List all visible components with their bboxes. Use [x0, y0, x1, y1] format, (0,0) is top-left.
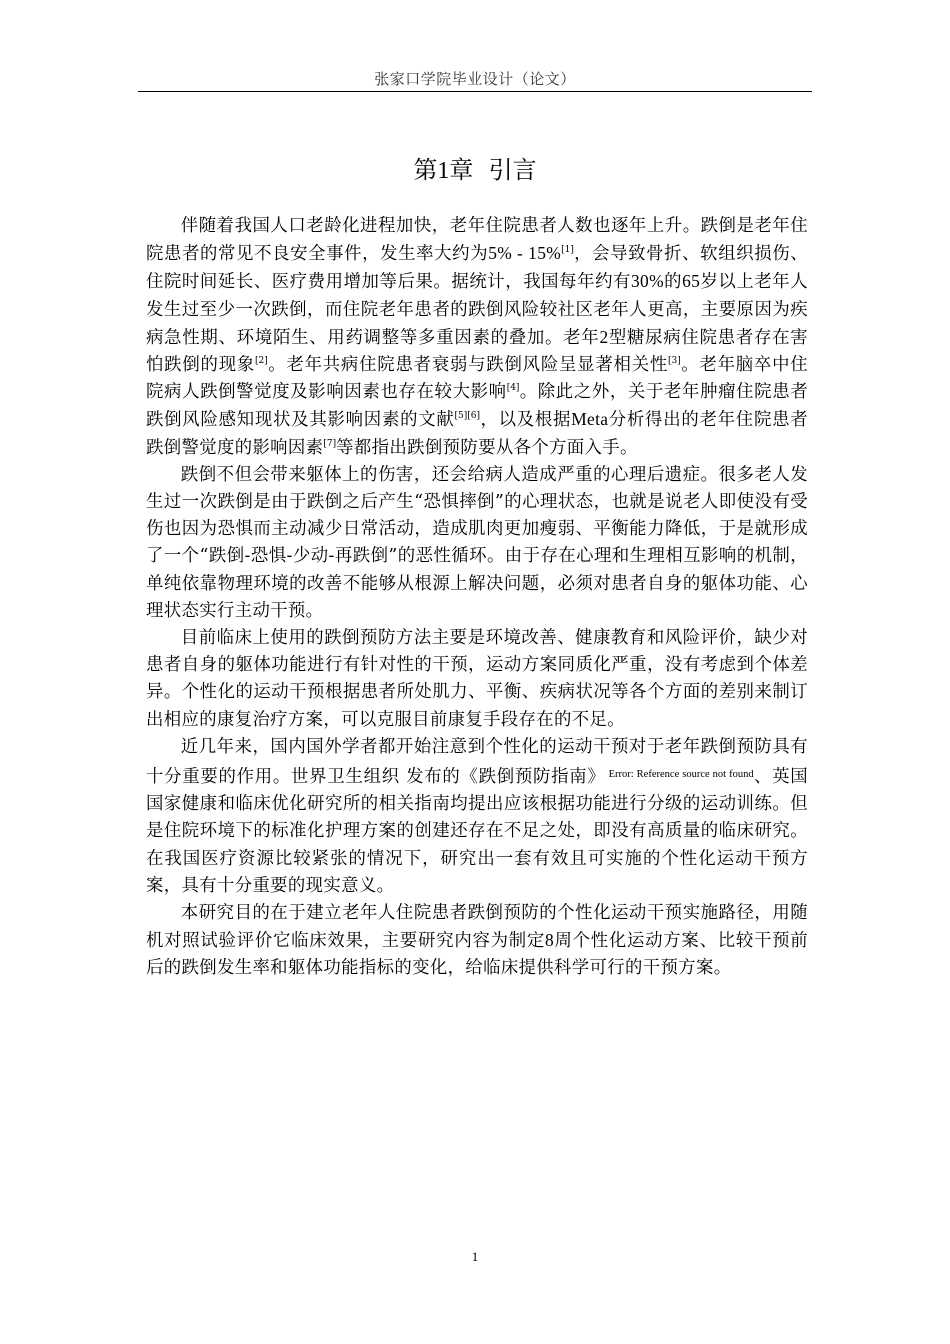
- header-rule: [138, 91, 812, 92]
- p5-text-c: 周个性化运动方案、比较干预前后的跌倒发生率和躯体功能指标的变化，给临床提供科学可行的干预方案。: [146, 931, 809, 979]
- paragraph-2: 跌倒不但会带来躯体上的伤害，还会给病人造成严重的心理后遗症。很多老人发生过一次跌倒是由于跌倒之后产生“恐惧摔倒”的心理状态，也就是说老人即使没有受伤也因为恐惧而主动减少日常活动，造成肌肉更加瘦弱、平衡能力降低，于是就形成了一个“跌倒-恐惧-少动-再跌倒”的恶性循环。由于存在心理和生理相互影响的机制，单纯依靠物理环境的改善不能够从根源上解决问题，必须对患者自身的躯体功能、心理状态实行主动干预。: [146, 464, 808, 621]
- citation-2: [2]: [255, 356, 268, 367]
- p1-age: 65: [682, 271, 701, 292]
- p1-text-m: ，以及根据: [480, 410, 572, 431]
- p1-text-g: 岁以上老年人发生过至少一次跌倒，而住院老年患者的跌倒风险较社区老年人更高，主要原因为疾病急性期、环境陌生、用药调整等多重因素的叠加。老年: [146, 272, 808, 348]
- p1-text-o: 分析得出的老年住院患者跌倒警觉度的影响因素: [146, 410, 808, 458]
- citation-4: [4]: [506, 383, 520, 394]
- p1-text-j: 。老年共病住院患者衰弱与跌倒风险呈显著相关性: [267, 355, 669, 376]
- p1-meta: Meta: [571, 409, 609, 430]
- p1-text-e: 的: [663, 272, 683, 293]
- chapter-title: [138, 150, 812, 185]
- p1-text-i: 型糖尿病住院患者存在害怕跌倒的现象: [146, 327, 808, 376]
- chapter-prefix: 第: [413, 156, 438, 184]
- paragraph-5: [146, 900, 808, 983]
- citation-7: [7]: [323, 438, 337, 449]
- citation-5: [5]: [454, 411, 468, 422]
- p4-text-b: 、英国国家健康和临床优化研究所的相关指南均提出应该根据功能进行分级的运动训练。但是住院环境下的标准化护理方案的创建还存在不足之处，即没有高质量的临床研究。在我国医疗资源比较紧张的情况下，研究出一套有效且可实施的个性化运动干预方案，具有十分重要的现实意义。: [146, 767, 809, 896]
- citation-1: [1]: [561, 245, 574, 256]
- p5-text-a: 本研究目的在于建立老年人住院患者跌倒预防的个性化运动干预实施路径，用随机对照试验评价它临床效果，主要研究内容为制定: [146, 903, 808, 952]
- p1-text-a: 伴随着我国人口老龄化进程加快，老年住院患者人数也逐年上升。跌倒是老年住院患者的常见不良安全事件，发生率大约为: [146, 216, 808, 265]
- chapter-suffix: 章: [449, 156, 474, 184]
- p1-text-p: 等都指出跌倒预防要从各个方面入手。: [336, 437, 638, 458]
- reference-error-note: Error: Reference source not found: [605, 769, 754, 781]
- running-header: 张家口学院毕业设计（论文）: [374, 70, 576, 88]
- p4-text-a: 近几年来，国内国外学者都开始注意到个性化的运动干预对于老年跌倒预防具有十分重要的作用。世界卫生组织 发布的《跌倒预防指南》: [146, 736, 808, 788]
- body-text: [146, 213, 808, 983]
- p1-rate-range: 5% - 15%: [488, 243, 562, 264]
- p1-percent: 30%: [631, 271, 664, 292]
- p1-text-k: 。老年脑卒中住院病人跌倒警觉度及影响因素也存在较大影响: [146, 355, 809, 403]
- citation-6: [6]: [467, 411, 481, 422]
- p5-weeks: 8: [545, 930, 555, 951]
- chapter-number: 1: [437, 158, 450, 184]
- citation-3: [3]: [668, 356, 681, 367]
- p1-text-l: 。除此之外，关于老年肿瘤住院患者跌倒风险感知现状及其影响因素的文献: [146, 382, 808, 431]
- paragraph-1: [146, 213, 808, 462]
- chapter-name: 引言: [488, 156, 537, 184]
- p1-text-c: ，会导致骨折、软组织损伤、住院时间延长、医疗费用增加等后果。据统计，我国每年约有: [146, 244, 808, 293]
- page-number: 1: [471, 1249, 479, 1264]
- paragraph-4: [146, 734, 808, 900]
- p1-diabetes-type: 2: [599, 326, 609, 347]
- paragraph-3: 目前临床上使用的跌倒预防方法主要是环境改善、健康教育和风险评价，缺少对患者自身的躯体功能进行有针对性的干预，运动方案同质化严重，没有考虑到个体差异。个性化的运动干预根据患者所处肌力、平衡、疾病状况等各个方面的差别来制订出相应的康复治疗方案，可以克服目前康复手段存在的不足。: [146, 628, 808, 730]
